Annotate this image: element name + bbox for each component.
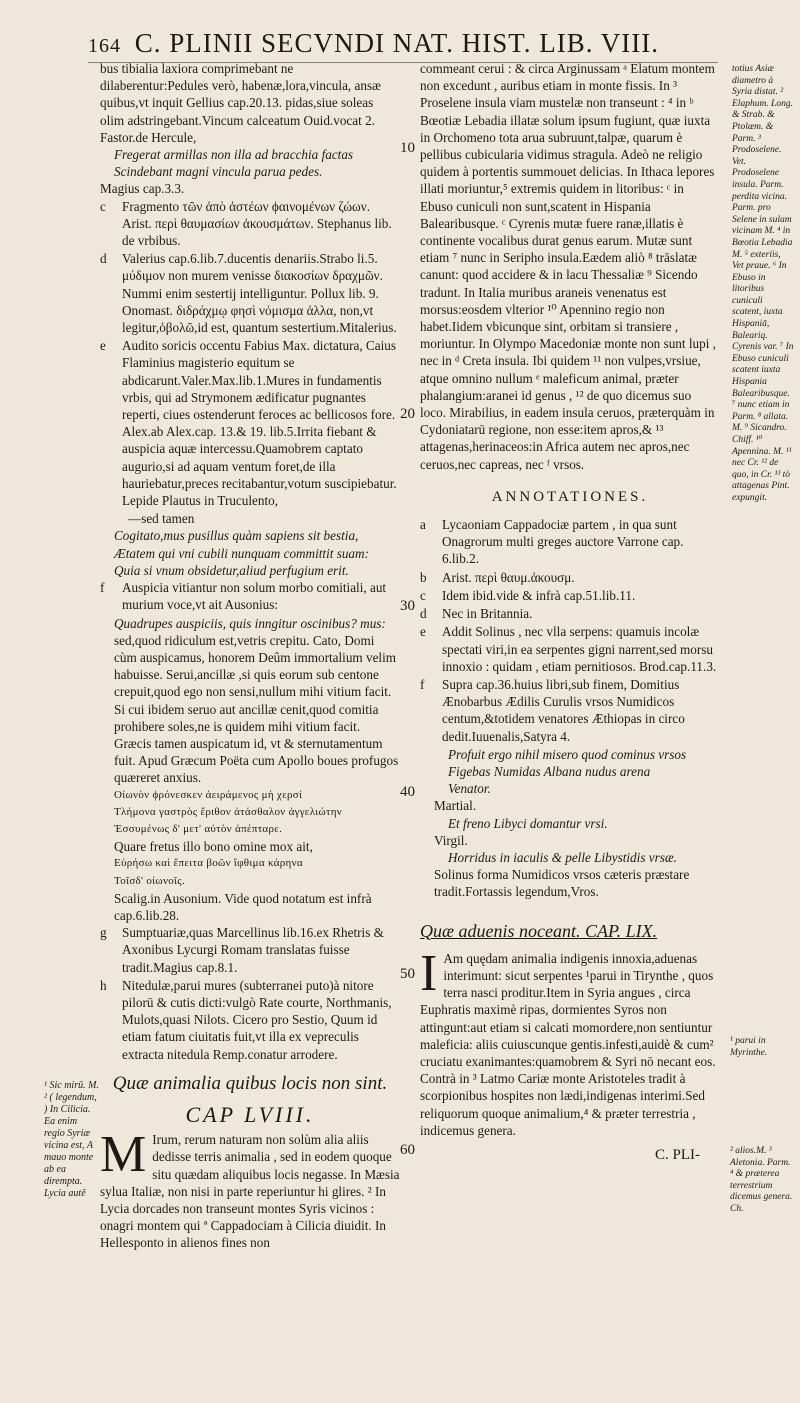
verse-line: Figebas Numidas Albana nudus arena	[448, 763, 651, 779]
greek-verse: Οἰωνὸν ϕρόνεσκεν ἀειράμενος μὴ χερσί	[114, 788, 303, 801]
note-mark: h	[100, 977, 107, 993]
line-number: 20	[400, 406, 415, 422]
chapter-text: Am quędam animalia indigenis innoxia,aduenas interimunt: sicut serpentes ¹parui in Tirynthe , quos terra nasci proditur.Item in Syria angues , circa Euphratis maximè ripas, dormientes Syros non attingunt:aut etiam si calcati momordere,non sentiuntur maleficia: aliis cuiuscunque gentis.infesti,auidè & cum² cruciatu exanimantes:quamobrem & Syri nō necant eos. Contrà in ³ Latmo Cariæ monte Aristoteles tradit à scorpionibus hospites non lædi,indigenas interimi.Sed reliquorum quoque animalium,⁴ & præter terrestria , indicemus genera.	[420, 950, 716, 1138]
note-mark: d	[420, 606, 427, 622]
verse-line: Venator.	[448, 781, 491, 797]
verse-line: Ætatem qui vni cubili nunquam committit suam:	[114, 545, 369, 561]
right-column	[420, 60, 720, 1164]
note-mark: a	[420, 517, 426, 533]
verse-line: Cogitato,mus pusillus quàm sapiens sit bestia,	[114, 528, 359, 544]
left-column	[100, 60, 400, 1252]
verse-line: Scindebant magni vincula parua pedes.	[114, 164, 323, 180]
section-heading: Quæ animalia quibus locis non sint.	[112, 1072, 388, 1094]
right-margin-notes: totius Asiæ diametro à Syria distat. ² Elaphum. Long. & Strab. & Ptolæm. & Parm. ³ Prodoselene. Vet. Prodoselene insula. Parm. perdita vicina. Parm. pro Selene in sulam vicinam M. ⁴ in Bœotia Lebadia M. ⁵ exteriis, Vet praue. ⁶ In Ebuso in litoribus cuniculi scatent, iuxta Hispaniā, Baleariq. Cyrenis var. ⁷ In Ebuso cuniculi scatent iuxta Hispania Balearibusque. ⁷ nunc etiam in Parm. ⁸ allata. M. ⁹ Sicandro. Chiff. ¹⁰ Apennina. M. ¹¹ nec Cr. ¹² de quo, in Cr. ¹³ tò attagenas Pint. expungit.	[732, 64, 794, 503]
greek-verse: Εὑρήσω καὶ ἔπειτα βοῶν ἴφθιμα κάρηνα	[114, 857, 303, 870]
right-body: commeant cerui : & circa Arginussam ᵃ Elatum montem non excedunt , auribus etiam in monte fissis. In ³ Proselene insula viam mustelæ non transeunt : ⁴ in ᵇ Bœotiæ Lebadia illatæ solum ipsum fugiunt, quæ iuxta in Orchomeno tota arua subruunt,talpæ, quarum è pellibus cubicularia vidimus stragula. Adeò ne religio quidem à portentis summouet delicias. In Ithaca lepores illati moriuntur,⁵ extremis quidem in litoribus: ᶜ in Ebuso cuniculi non sunt,scatent in Hispania Balearibusque. ᶜ Cyrenis mutæ fuere ranæ,illatis è continente vocalibus durat genus earum. Mutæ sunt etiam ⁷ nunc in Seripho insula.Eædem aliò ⁸ trāslatæ canunt: quod accidere & in lacu Thessaliæ ⁹ Sicendo tradunt. In Italia muribus araneis venenatus est morsus:eosdem vlterior ¹⁰ Apennino regio non habet.Iidem vbicunque sint, orbitam si transiere , moriuntur. In Olympo Macedoniæ monte non sunt lupi , nec in ᵈ Creta insula. Ibi quidem ¹¹ non vulpes,vrsiue, atque omnino nullum ᵉ maleficum animal, præter phalangium:aranei id genus , ¹² de quo dicemus suo loco. Mirabilius, in eadem insula ceruos, præterquàm in Cydoniatarū regione, non esse:item apros,& ¹³ attagenas,herinaceos:in Africa autem nec apros,nec ceruos,nec capreas, nec ᶠ vrsos.	[420, 61, 716, 472]
line-number: 30	[400, 598, 415, 614]
note-text: Audito soricis occentu Fabius Max. dictatura, Caius Flaminius magisterio equitum se abdicarunt.Valer.Max.lib.1.Mures in fundamentis vrbis, qui ad Strymonem ædificatur pugnantes reperti, ciues ostenderunt feroces ac bellicosos fore. Alex.ab Alex.cap. 13.& 19. lib.5.Irrita fiebant & auspicia aquæ intercessu.Quamobrem captato augurio,si ad aquam ventum foret,de illa hauriebatur,preces recitabantur,votum suscipiebatur. Lepide Plautus in Truculento,	[122, 338, 397, 509]
greek-verse: Τλήμονα γαστρὸς ἔριθον ἀτάσθαλον ἀγγελιώτην	[114, 805, 343, 818]
running-title: C. PLINII SECVNDI NAT. HIST. LIB. VIII.	[134, 28, 659, 58]
note-d	[100, 250, 400, 336]
note-mark: g	[100, 925, 107, 941]
greek-verse: Ἐσσυμένως δ' μετ' αὐτὸν ἀπέπταρε.	[114, 822, 283, 835]
note-text: Sumptuariæ,quas Marcellinus lib.16.ex Rhetris & Axonibus Lycurgi Romam translatas fuisse tradit.Magius cap.8.1.	[122, 925, 384, 975]
author-ref: Martial.	[434, 798, 477, 814]
note-text: Lycaoniam Cappadociæ partem , in qua sunt Onagrorum multi greges auctore Varrone cap. 6.lib.2.	[442, 517, 684, 567]
note-text: Nitedulæ,parui mures (subterranei puto)à nitore pilorū & cutis dicti:vulgò Rate courte, Northmanis, Mulots,quasi Nilots. Cicero pro Sestio, Quum id etiam fatum ciuitatis fuit,vt illa ex vepreculis extracta nitedula Remp.conatur arrodere.	[122, 977, 392, 1062]
right-margin-notes-3: ² alios.M. ³ Aletonia. Parm. ⁴ & præterea terrestrium dicemus genera. Ch.	[730, 1146, 793, 1214]
verse-reference: Magius cap.3.3.	[100, 181, 185, 197]
page-number: 164	[88, 35, 121, 57]
note-mark: e	[420, 624, 426, 640]
quare-line: Quare fretus illo bono omine mox ait,	[114, 839, 313, 855]
note-f	[100, 579, 400, 613]
note-g	[100, 924, 400, 976]
chapter-body	[100, 1126, 400, 1251]
note-text: Supra cap.36.huius libri,sub finem, Domitius Ænobarbus Ædilis Curulis vrsos Numidicos centum,&totidem venatores Æthiopas in circo dedit.Iuuenalis,Satyra 4.	[442, 676, 685, 744]
verse-line: Fregerat armillas non illa ad bracchia factas	[114, 147, 354, 163]
note-mark: c	[420, 587, 426, 603]
annotations-title: ANNOTATIONES.	[491, 488, 649, 505]
author-ref: Virgil.	[434, 832, 468, 848]
chapter-heading: Quæ aduenis noceant. CAP. LIX.	[420, 920, 658, 941]
solinus-note: Solinus forma Numidicos vrsos cæteris præstare tradit.Fortassis legendum,Vros.	[434, 867, 690, 900]
right-margin-notes-2: ¹ parui in Myrinthe.	[730, 1036, 768, 1058]
note-text: Idem ibid.vide & infrà cap.51.lib.11.	[442, 587, 636, 603]
note-mark: b	[420, 569, 427, 585]
note-text: Valerius cap.6.lib.7.ducentis denariis.Strabo li.5. μύδιμον non murem venisse διακοσίων δραχμῶν. Nummi enim sestertij intelliguntur. Pollux lib. 9. Onomast. διδράχμῳ φησὶ νόμισμα ἀλλα, non,vt legitur,ὀβολῶ,id est, quantum sestertium.Mitalerius.	[122, 251, 397, 336]
drop-cap: M	[100, 1126, 147, 1184]
note-mark: c	[100, 198, 106, 214]
annotation-f	[420, 676, 720, 745]
verse-line: Quadrupes auspiciis, quis inngitur oscinibus? mus:	[114, 615, 386, 631]
verse-line: Horridus in iaculis & pelle Libystidis vrsæ.	[448, 849, 677, 865]
note-text: Fragmento τῶν ἀπὸ ἀστέων ϕαινομένων ζώων. Arist. περὶ θαυμασίων ἀκουσμάτων. Stephanus lib. de vrbibus.	[122, 198, 392, 249]
verse-line: Profuit ergo nihil misero quod cominus vrsos	[448, 746, 687, 762]
note-text: Auspicia vitiantur non solum morbo comitiali, aut murium voce,vt ait Ausonius:	[122, 580, 387, 613]
left-intro: bus tibialia laxiora comprimebant ne dilaberentur:Pedules verò, habenæ,lora,vincula, ansæ quibus,vt inquit Gellius cap.20.13. pidas,siue soleas olim adstringebant.Vincum calceatum Ouid.vocat 2. Fastor.de Hercule,	[100, 61, 381, 145]
annotation-a	[420, 516, 720, 568]
note-c	[100, 198, 400, 250]
line-number: 40	[400, 784, 415, 800]
note-text: Addit Solinus , nec vlla serpens: quamuis incolæ spectati viri,in ea serpentes gigni narrent,sed morsu innoxio : quidam , etiam pernitiosos. Brod.cap.11.3.	[442, 624, 717, 674]
note-mark: f	[100, 580, 105, 596]
running-head	[88, 28, 718, 60]
catchword: C. PLI-	[655, 1146, 700, 1163]
note-e	[100, 337, 400, 509]
note-text: Nec in Britannia.	[442, 606, 533, 622]
quote-intro: —sed tamen	[128, 511, 195, 527]
line-number: 60	[400, 1142, 415, 1158]
chapter-number: CAP LVIII.	[185, 1101, 315, 1127]
note-h	[100, 977, 400, 1063]
annotation-c	[420, 587, 720, 604]
chapter-text: Irum, rerum naturam non solùm alia aliis dedisse terris animalia , sed in eodem quoque situ quædam aliquibus locis negasse. In Mæsia sylua Italiæ, non nisi in parte reperiuntur hi glires. ² In Lycia dorcades non transeunt montes Syris vicinos : onagri montem qui ª Cappadociam à Cilicia diuidit. In Hellesponto in alienos fines non	[100, 1132, 400, 1251]
note-mark: e	[100, 338, 106, 354]
line-number: 50	[400, 966, 415, 982]
note-text: Arist. περὶ θαυμ.ἀκουσμ.	[442, 569, 575, 585]
verse-line: Et freno Libyci domantur vrsi.	[448, 815, 608, 831]
annotation-d	[420, 605, 720, 622]
line-number: 10	[400, 140, 415, 156]
left-margin-notes: ¹ Sic mirū. M. ² ( legendum, ) In Cilicia. Ea enim regio Syriæ vicina est, A mauo monte ab ea dirempta. Lycia autē	[44, 1080, 99, 1199]
annotation-b	[420, 569, 720, 586]
chapter-body	[420, 944, 720, 1139]
note-continuation: sed,quod ridiculum est,vetris crepitu. Cato, Domi cùm auspicamus, honorem Deûm immortalium velim habuisse. Serui,ancillæ ,si quis eorum sub centone crepuit,quod ego non sensi,nullum mihi vitium facit. Si cui ibidem seruo aut ancillæ cenit,quod comitia prohibere soles,ne is quidem mihi vitium facit. Græcis tamen auspicatum id, vt & sternutamentum fuit. Apud Græcum Poëta cum Apollo boues profugos quæreret anxius.	[114, 632, 399, 786]
annotation-e	[420, 623, 720, 675]
scaliger-ref: Scalig.in Ausonium. Vide quod notatum est infrà cap.6.lib.28.	[114, 890, 372, 923]
greek-verse: Τοῖσδ' οἰωνοῖς.	[114, 874, 186, 887]
note-mark: d	[100, 251, 107, 267]
verse-line: Quia si vnum obsidetur,aliud perfugium erit.	[114, 562, 349, 578]
note-mark: f	[420, 676, 425, 692]
drop-cap: I	[420, 944, 438, 1002]
